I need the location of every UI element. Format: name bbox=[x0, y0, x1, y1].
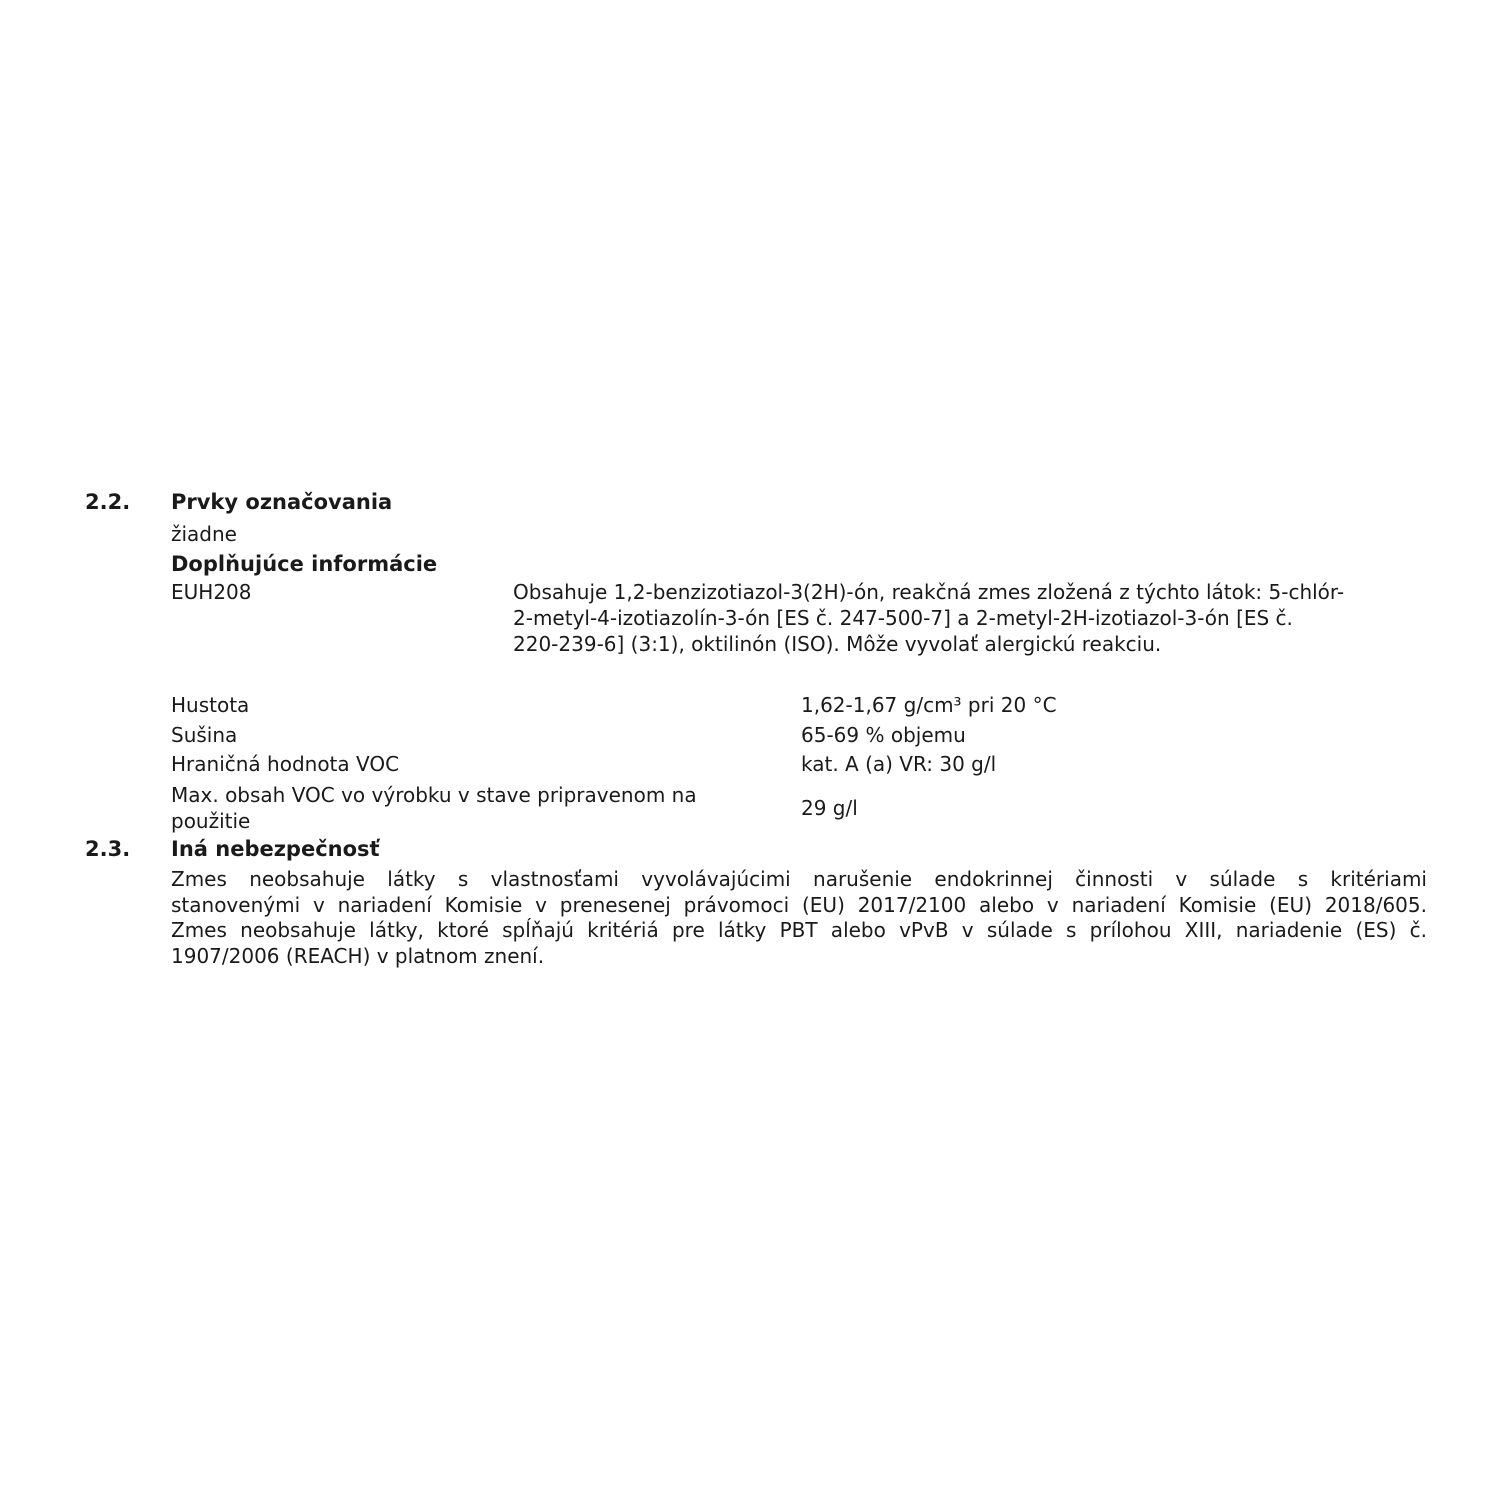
paragraph-line-3: Zmes neobsahuje látky, ktoré spĺňajú kritériá pre látky PBT alebo vPvB v súlade s prílohou XIII, nariadenie (ES) č. bbox=[171, 918, 1427, 942]
euh-code: EUH208 bbox=[171, 580, 252, 604]
paragraph-line-2: stanovenými v nariadení Komisie v prenesenej právomoci (EU) 2017/2100 alebo v nariadení Komisie (EU) 2018/605. bbox=[171, 892, 1427, 917]
paragraph-line-4: 1907/2006 (REACH) v platnom znení. bbox=[171, 943, 545, 968]
property-label-density: Hustota bbox=[171, 693, 250, 717]
property-label-max-voc-line-1: Max. obsah VOC vo výrobku v stave pripravenom na bbox=[171, 783, 697, 807]
section-title-labeling: Prvky označovania bbox=[171, 490, 393, 514]
euh-text-line-1: Obsahuje 1,2-benzizotiazol-3(2H)-ón, reakčná zmes zložená z týchto látok: 5-chlór- bbox=[513, 580, 1345, 604]
property-value-max-voc: 29 g/l bbox=[801, 796, 858, 820]
section-title-other-hazards: Iná nebezpečnosť bbox=[171, 837, 380, 861]
property-label-voc-limit: Hraničná hodnota VOC bbox=[171, 752, 400, 776]
supplementary-info-title: Doplňujúce informácie bbox=[171, 552, 438, 576]
euh-text-line-3: 220-239-6] (3:1), oktilinón (ISO). Môže vyvolať alergickú reakciu. bbox=[513, 632, 1162, 656]
paragraph-line-1: Zmes neobsahuje látky s vlastnosťami vyvolávajúcimi narušenie endokrinnej činnosti v súlade s kritériami bbox=[171, 867, 1427, 891]
property-value-dry-matter: 65-69 % objemu bbox=[801, 723, 966, 747]
section-number-2-3: 2.3. bbox=[85, 837, 131, 861]
labeling-value: žiadne bbox=[171, 522, 237, 546]
section-number-2-2: 2.2. bbox=[85, 490, 131, 514]
property-value-voc-limit: kat. A (a) VR: 30 g/l bbox=[801, 752, 997, 776]
property-label-dry-matter: Sušina bbox=[171, 723, 238, 747]
other-hazards-paragraph bbox=[171, 867, 1427, 969]
property-value-density: 1,62-1,67 g/cm³ pri 20 °C bbox=[801, 693, 1057, 717]
euh-text-line-2: 2-metyl-4-izotiazolín-3-ón [ES č. 247-500-7] a 2-metyl-2H-izotiazol-3-ón [ES č. bbox=[513, 606, 1293, 630]
property-label-max-voc-line-2: použitie bbox=[171, 809, 251, 833]
